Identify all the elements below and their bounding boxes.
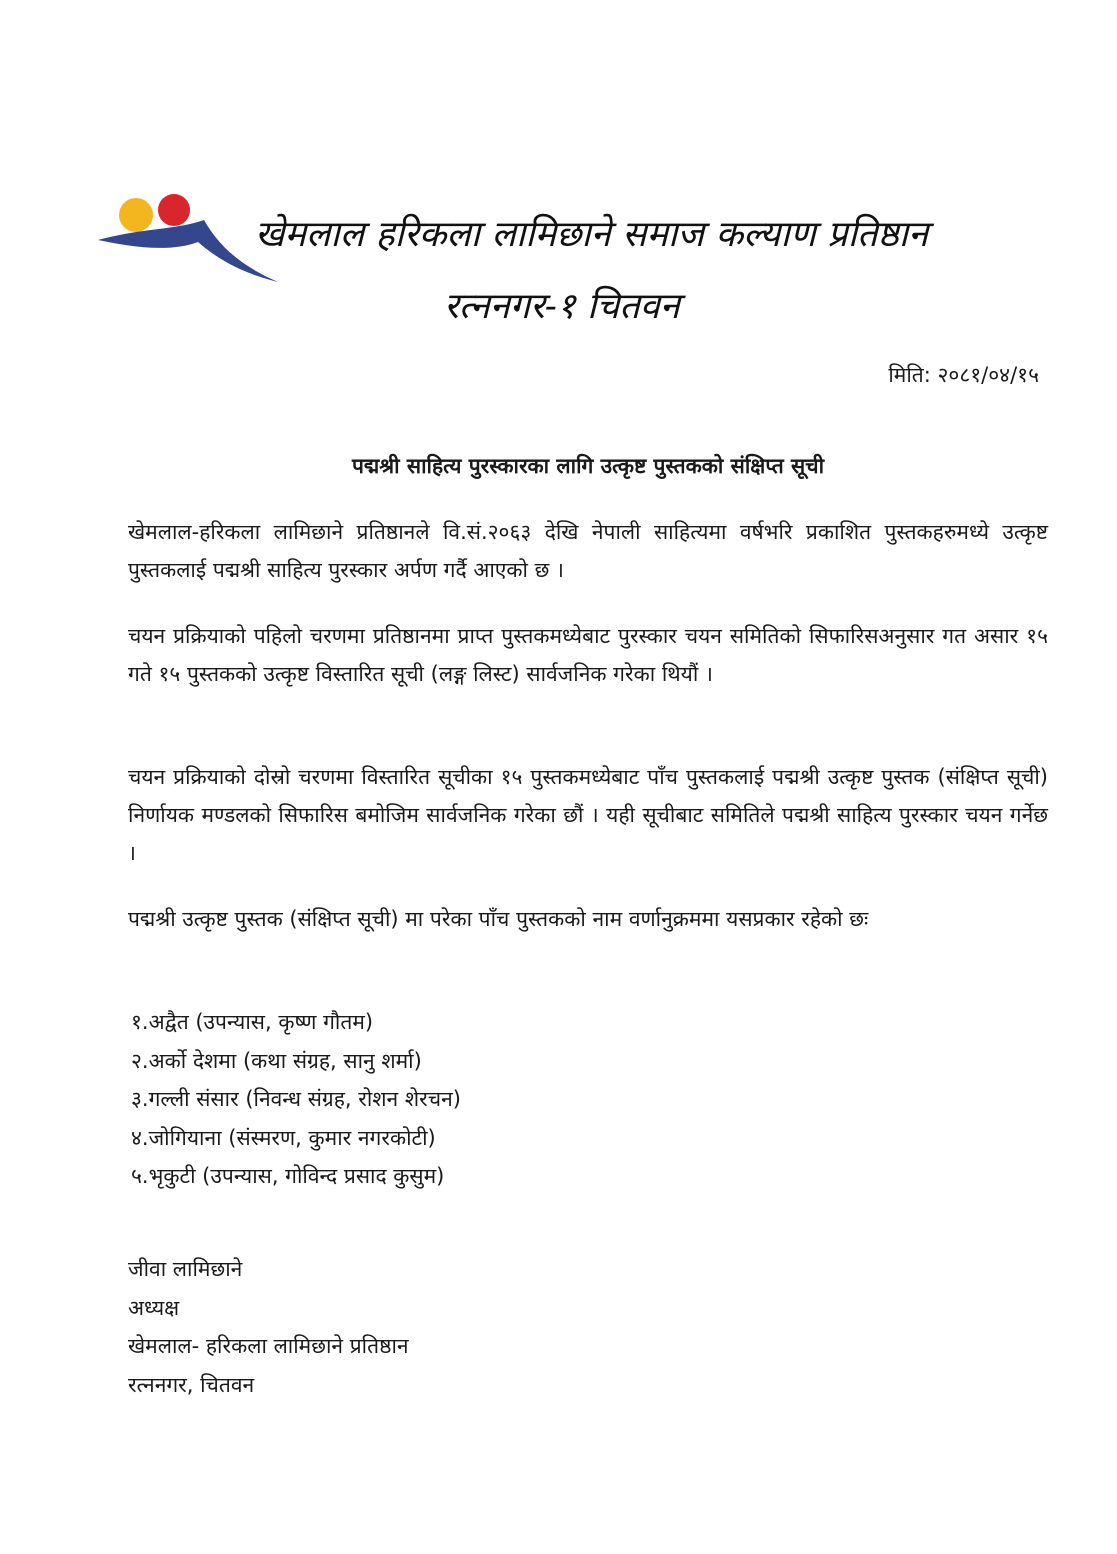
signatory-organization: खेमलाल- हरिकला लामिछाने प्रतिष्ठान xyxy=(128,1334,409,1358)
list-item: २.अर्को देशमा (कथा संग्रह, सानु शर्मा) xyxy=(131,1048,422,1073)
signatory-position: अध्यक्ष xyxy=(128,1295,180,1320)
paragraph: पद्मश्री उत्कृष्ट पुस्तक (संक्षिप्त सूची) मा परेका पाँच पुस्तकको नाम वर्णानुक्रममा यसप्रकार रहेको छः xyxy=(128,907,869,931)
list-item: ४.जोगियाना (संस्मरण, कुमार नगरकोटी) xyxy=(131,1125,436,1150)
paragraph: चयन प्रक्रियाको पहिलो चरणमा प्रतिष्ठानमा प्राप्त पुस्तकमध्येबाट पुरस्कार चयन समितिको सिफारिसअनुसार गत असार १५ गते १५ पुस्तकको उत्कृष्ट विस्तारित सूची (लङ्ग लिस्ट) सार्वजनिक गरेका थियौं । xyxy=(128,624,1048,686)
paragraph: चयन प्रक्रियाको दोस्रो चरणमा विस्तारित सूचीका १५ पुस्तकमध्येबाट पाँच पुस्तकलाई पद्मश्री उत्कृष्ट पुस्तक (संक्षिप्त सूची) निर्णायक मण्डलको सिफारिस बमोजिम सार्वजनिक गरेका छौं । यही सूचीबाट समितिले पद्मश्री साहित्य पुरस्कार चयन गर्नेछ । xyxy=(128,765,1048,865)
shortlist-book-list xyxy=(131,1003,461,1196)
signatory-name: जीवा लामिछाने xyxy=(128,1257,243,1281)
signature-block xyxy=(128,1250,409,1404)
document-title: पद्मश्री साहित्य पुरस्कारका लागि उत्कृष्ट पुस्तकको संक्षिप्त सूची xyxy=(351,454,825,478)
list-item: १.अद्वैत (उपन्यास, कृष्ण गौतम) xyxy=(131,1010,374,1034)
list-item: ३.गल्ली संसार (निवन्ध संग्रह, रोशन शेरचन) xyxy=(131,1087,461,1111)
organization-name: खेमलाल हरिकला लामिछाने समाज कल्याण प्रतिष्ठान xyxy=(255,214,929,255)
list-item: ५.भृकुटी (उपन्यास, गोविन्द प्रसाद कुसुम) xyxy=(131,1164,445,1188)
document-date: मिति: २०८१/०४/१५ xyxy=(888,363,1039,387)
paragraph: खेमलाल-हरिकला लामिछाने प्रतिष्ठानले वि.सं.२०६३ देखि नेपाली साहित्यमा वर्षभरि प्रकाशित पुस्तकहरुमध्ये उत्कृष्ट पुस्तकलाई पद्मश्री साहित्य पुरस्कार अर्पण गर्दै आएको छ । xyxy=(128,520,1048,582)
organization-place: रत्ननगर-१ चितवन xyxy=(444,286,680,327)
signatory-address: रत्ननगर, चितवन xyxy=(128,1372,255,1397)
